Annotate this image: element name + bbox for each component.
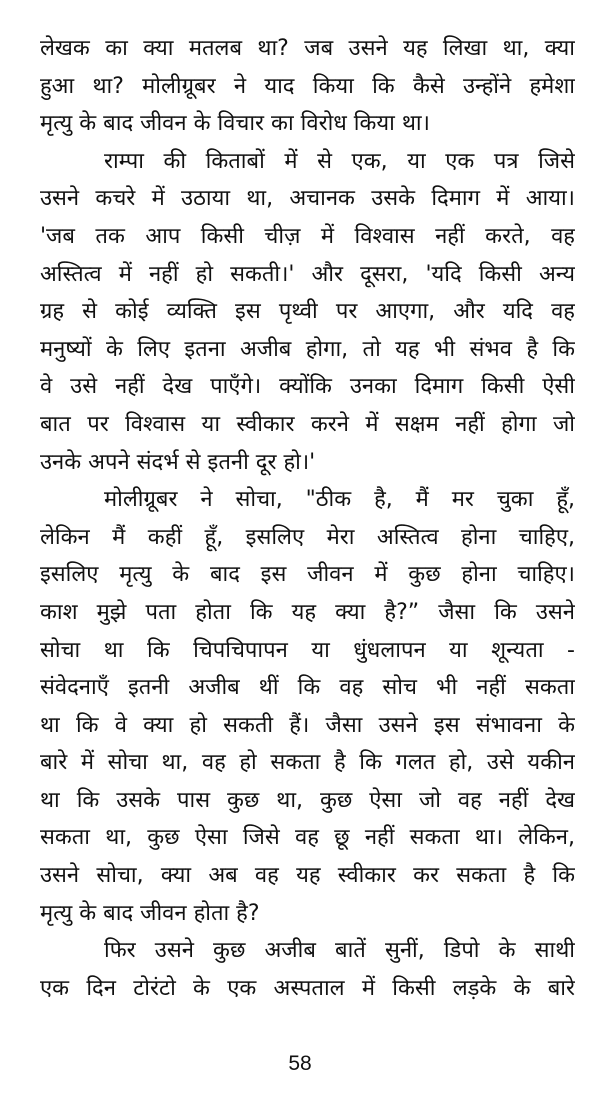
text-line: लेखक का क्या मतलब था? जब उसने यह लिखा था, क्या: [40, 36, 575, 61]
paragraph-3: [40, 481, 575, 932]
text-line: था कि उसके पास कुछ था, कुछ ऐसा जो वह नहीं देख: [40, 787, 575, 813]
text-line: वे उसे नहीं देख पाएँगे। क्योंकि उनका दिमाग किसी ऐसी: [40, 374, 575, 400]
text-line: उसने कचरे में उठाया था, अचानक उसके दिमाग में आया।: [40, 186, 575, 212]
paragraph-2: [40, 143, 575, 481]
text-line: एक दिन टोरंटो के एक अस्पताल में किसी लड़के के बारे: [40, 975, 575, 1001]
paragraph-1: [40, 30, 575, 143]
text-line: मनुष्यों के लिए इतना अजीब होगा, तो यह भी संभव है कि: [40, 336, 575, 362]
text-line: था कि वे क्या हो सकती हैं। जैसा उसने इस संभावना के: [40, 712, 575, 738]
text-line: मोलीग्रूबर ने सोचा, "ठीक है, मैं मर चुका हूँ,: [104, 487, 575, 513]
text-line: बारे में सोचा था, वह हो सकता है कि गलत हो, उसे यकीन: [40, 750, 575, 776]
text-line: बात पर विश्वास या स्वीकार करने में सक्षम नहीं होगा जो: [40, 411, 575, 437]
text-line: ग्रह से कोई व्यक्ति इस पृथ्वी पर आएगा, और यदि वह: [40, 299, 575, 325]
text-line: सोचा था कि चिपचिपापन या धुंधलापन या शून्यता -: [40, 637, 575, 663]
text-line: काश मुझे पता होता कि यह क्या है?” जैसा कि उसने: [40, 599, 575, 625]
text-line: 'जब तक आप किसी चीज़ में विश्वास नहीं करते, वह: [40, 223, 575, 249]
text-line: अस्तित्व में नहीं हो सकती।' और दूसरा, 'यदि किसी अन्य: [40, 261, 575, 287]
text-line: राम्पा की किताबों में से एक, या एक पत्र जिसे: [104, 148, 575, 174]
text-line: सकता था, कुछ ऐसा जिसे वह छू नहीं सकता था। लेकिन,: [40, 825, 575, 851]
text-line: इसलिए मृत्यु के बाद इस जीवन में कुछ होना चाहिए।: [40, 562, 575, 588]
text-line: फिर उसने कुछ अजीब बातें सुनीं, डिपो के साथी: [104, 938, 575, 964]
text-line: लेकिन मैं कहीं हूँ, इसलिए मेरा अस्तित्व होना चाहिए,: [40, 524, 575, 550]
page-number: 58: [288, 1052, 312, 1075]
text-line: उनके अपने संदर्भ से इतनी दूर हो।': [40, 449, 316, 475]
text-line: मृत्यु के बाद जीवन के विचार का विरोध किया था।: [40, 111, 430, 137]
paragraph-4: [40, 932, 575, 1007]
text-line: उसने सोचा, क्या अब वह यह स्वीकार कर सकता है कि: [40, 863, 575, 889]
text-line: संवेदनाएँ इतनी अजीब थीं कि वह सोच भी नहीं सकता: [40, 675, 575, 701]
body-text: [40, 30, 575, 1007]
text-line: मृत्यु के बाद जीवन होता है?: [40, 900, 260, 926]
text-line: हुआ था? मोलीग्रूबर ने याद किया कि कैसे उन्होंने हमेशा: [40, 73, 575, 99]
